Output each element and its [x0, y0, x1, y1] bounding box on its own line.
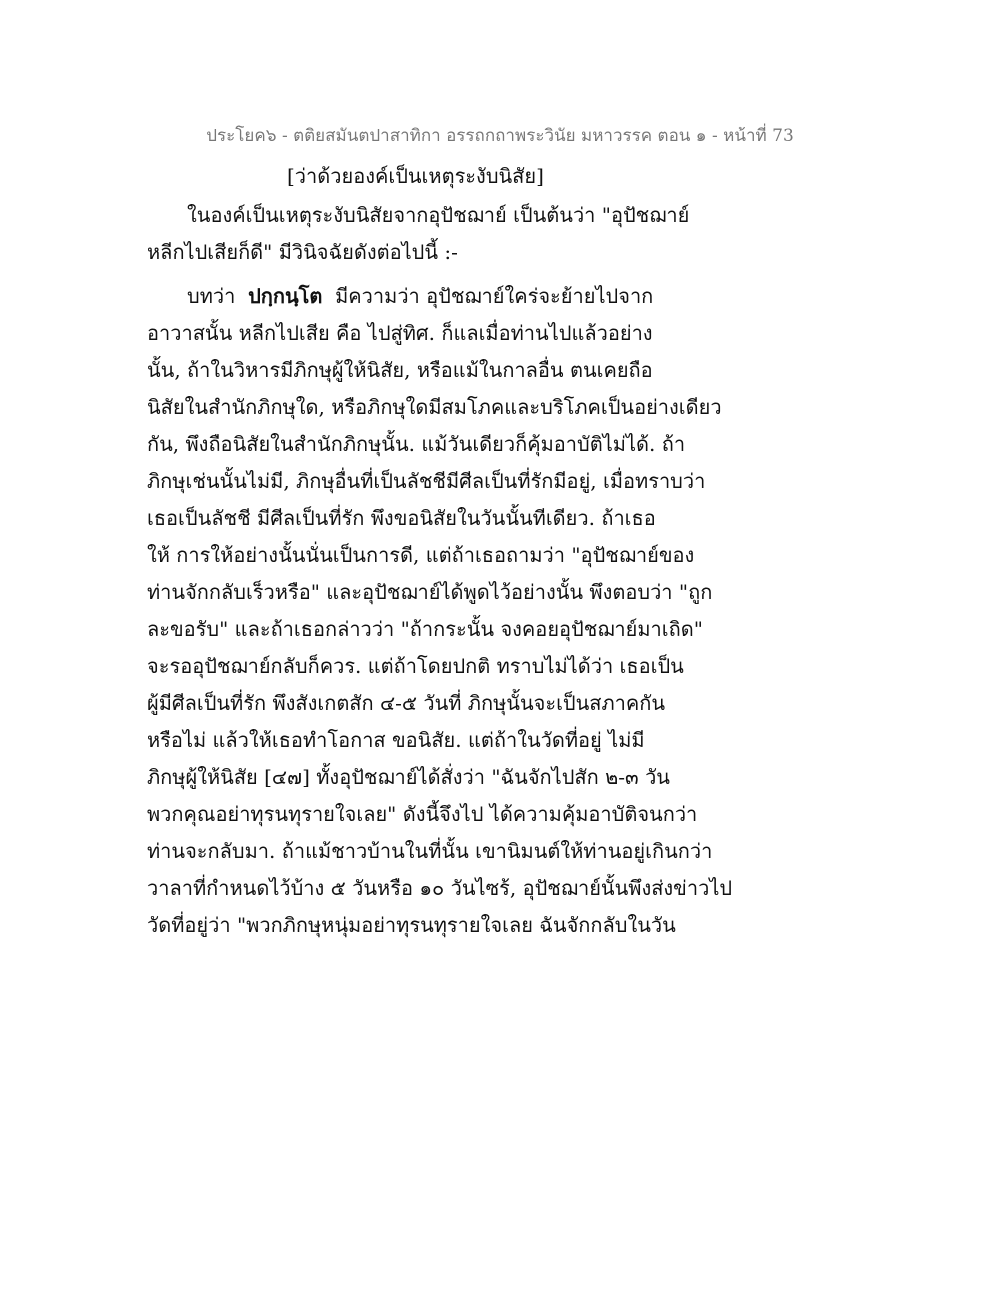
body-line: ภิกษุผู้ให้นิสัย [๔๗] ทั้งอุปัชฌาย์ได้สั่งว่า "ฉันจักไปสัก ๒-๓ วัน [147, 765, 670, 789]
body-line: พวกคุณอย่าทุรนทุรายใจเลย" ดังนี้จึงไป ได้ความคุ้มอาบัติจนกว่า [147, 802, 698, 826]
body-first-line [187, 286, 653, 306]
body-line: วาลาที่กำหนดไว้บ้าง ๕ วันหรือ ๑๐ วันไซร้, อุปัชฌาย์นั้นพึงส่งข่าวไป [147, 876, 733, 900]
body-line: ท่านจะกลับมา. ถ้าแม้ชาวบ้านในที่นั้น เขานิมนต์ให้ท่านอยู่เกินกว่า [147, 839, 713, 863]
body-line: เธอเป็นลัชชี มีศีลเป็นที่รัก พึงขอนิสัยในวันนั้นทีเดียว. ถ้าเธอ [147, 506, 656, 530]
body-line: กัน, พึงถือนิสัยในสำนักภิกษุนั้น. แม้วันเดียวก็คุ้มอาบัติไม่ได้. ถ้า [147, 432, 686, 456]
intro-line-2: หลีกไปเสียก็ดี" มีวินิจฉัยดังต่อไปนี้ :- [147, 240, 458, 264]
first-line-prefix: บทว่า [187, 284, 236, 308]
body-line: นิสัยในสำนักภิกษุใด, หรือภิกษุใดมีสมโภคและบริโภคเป็นอย่างเดียว [147, 395, 722, 419]
body-line: จะรออุปัชฌาย์กลับก็ควร. แต่ถ้าโดยปกติ ทราบไม่ได้ว่า เธอเป็น [147, 654, 684, 678]
body-line: วัดที่อยู่ว่า "พวกภิกษุหนุ่มอย่าทุรนทุรายใจเลย ฉันจักกลับในวัน [147, 913, 676, 937]
body-line: ท่านจักกลับเร็วหรือ" และอุปัชฌาย์ได้พูดไว้อย่างนั้น พึงตอบว่า "ถูก [147, 580, 713, 604]
intro-line-1: ในองค์เป็นเหตุระงับนิสัยจากอุปัชฌาย์ เป็นต้นว่า "อุปัชฌาย์ [187, 203, 690, 227]
body-line: ภิกษุเช่นนั้นไม่มี, ภิกษุอื่นที่เป็นลัชชีมีศีลเป็นที่รักมีอยู่, เมื่อทราบว่า [147, 469, 706, 493]
page-header: ประโยค๖ - ตติยสมันตปาสาทิกา อรรถกถาพระวินัย มหาวรรค ตอน ๑ - หน้าที่ 73 [206, 126, 794, 146]
body-line: ละขอรับ" และถ้าเธอกล่าวว่า "ถ้ากระนั้น จงคอยอุปัชฌาย์มาเถิด" [147, 617, 703, 641]
section-title: [ว่าด้วยองค์เป็นเหตุระงับนิสัย] [287, 164, 544, 188]
body-line: ผู้มีศีลเป็นที่รัก พึงสังเกตสัก ๔-๕ วันที่ ภิกษุนั้นจะเป็นสภาคกัน [147, 691, 666, 715]
pali-term: ปกฺกนฺโต [248, 284, 323, 308]
body-line: อาวาสนั้น หลีกไปเสีย คือ ไปสู่ทิศ. ก็แลเมื่อท่านไปแล้วอย่าง [147, 321, 653, 345]
body-line: ให้ การให้อย่างนั้นนั่นเป็นการดี, แต่ถ้าเธอถามว่า "อุปัชฌาย์ของ [147, 543, 695, 567]
body-line: หรือไม่ แล้วให้เธอทำโอกาส ขอนิสัย. แต่ถ้าในวัดที่อยู่ ไม่มี [147, 728, 645, 752]
first-line-rest: มีความว่า อุปัชฌาย์ใคร่จะย้ายไปจาก [335, 284, 654, 308]
body-line: นั้น, ถ้าในวิหารมีภิกษุผู้ให้นิสัย, หรือแม้ในกาลอื่น ตนเคยถือ [147, 358, 653, 382]
